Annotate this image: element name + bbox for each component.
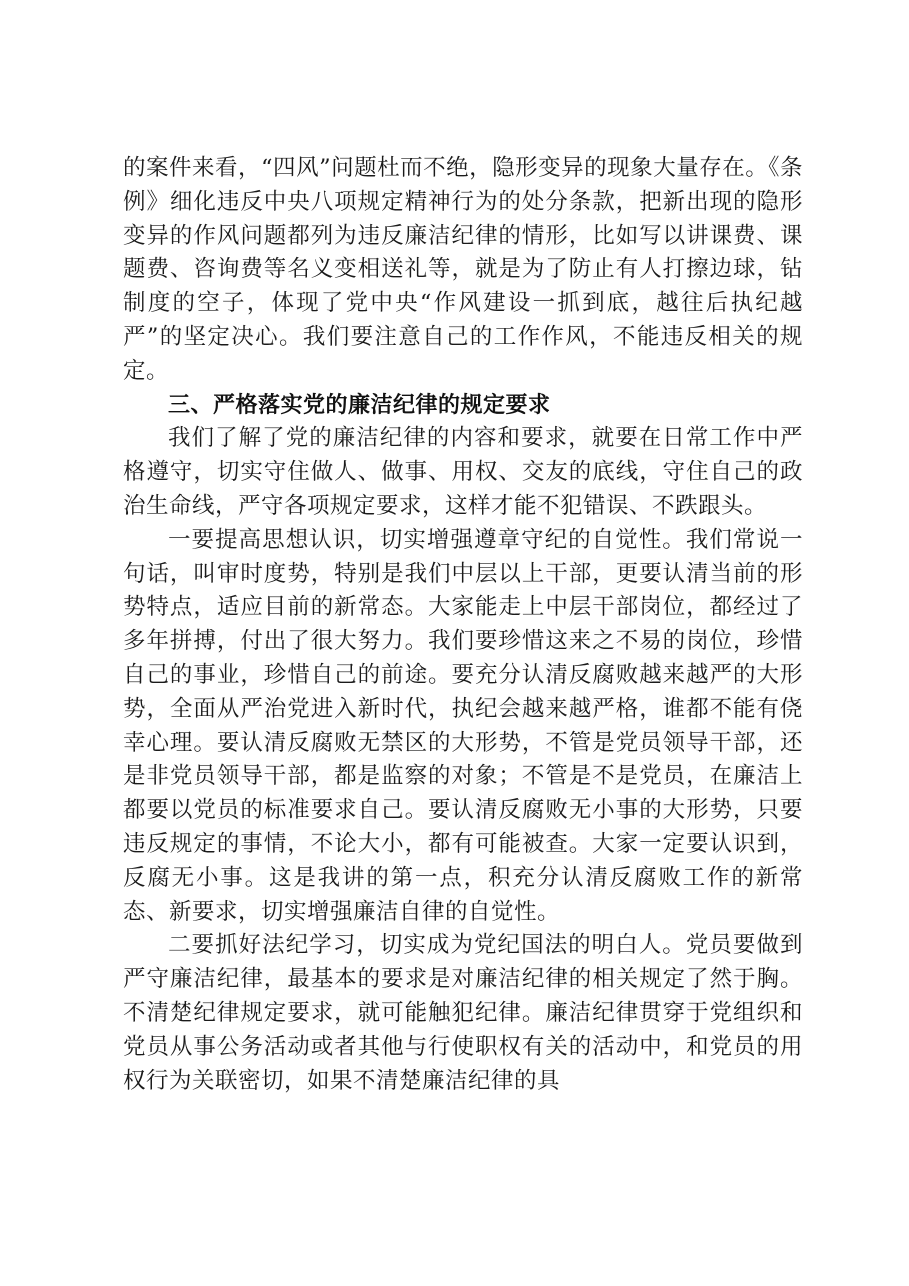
body-paragraph: 我们了解了党的廉洁纪律的内容和要求，就要在日常工作中严格遵守，切实守住做人、做事、用权、交友的底线，守住自己的政治生命线，严守各项规定要求，这样才能不犯错误、不跌跟头。 bbox=[123, 425, 803, 519]
body-paragraph: 一要提高思想认识，切实增强遵章守纪的自觉性。我们常说一句话，叫审时度势，特别是我们中层以上干部，更要认清当前的形势特点，适应目前的新常态。大家能走上中层干部岗位，都经过了多年拼搏，付出了很大努力。我们要珍惜这来之不易的岗位，珍惜自己的事业，珍惜自己的前途。要充分认清反腐败越来越严的大形势，全面从严治党进入新时代，执纪会越来越严格，谁都不能有侥幸心理。要认清反腐败无禁区的大形势，不管是党员领导干部，还是非党员领导干部，都是监察的对象；不管是不是党员，在廉洁上都要以党员的标准要求自己。要认清反腐败无小事的大形势，只要违反规定的事情，不论大小，都有可能被查。大家一定要认识到，反腐无小事。这是我讲的第一点，积充分认清反腐败工作的新常态、新要求，切实增强廉洁自律的自觉性。 bbox=[123, 526, 803, 925]
document-body bbox=[123, 152, 803, 1098]
body-paragraph: 二要抓好法纪学习，切实成为党纪国法的明白人。党员要做到严守廉洁纪律，最基本的要求是对廉洁纪律的相关规定了然于胸。不清楚纪律规定要求，就可能触犯纪律。廉洁纪律贯穿于党组织和党员从事公务活动或者其他与行使职权有关的活动中，和党员的用权行为关联密切，如果不清楚廉洁纪律的具 bbox=[123, 932, 803, 1094]
section-heading: 三、严格落实党的廉洁纪律的规定要求 bbox=[168, 392, 551, 418]
continuation-paragraph: 的案件来看，“四风”问题杜而不绝，隐形变异的现象大量存在。《条例》细化违反中央八项规定精神行为的处分条款，把新出现的隐形变异的作风问题都列为违反廉洁纪律的情形，比如写以讲课费、课题费、咨询费等名义变相送礼等，就是为了防止有人打擦边球，钻制度的空子，体现了党中央“作风建设一抓到底，越往后执纪越严”的坚定决心。我们要注意自己的工作作风，不能违反相关的规定。 bbox=[123, 155, 803, 384]
